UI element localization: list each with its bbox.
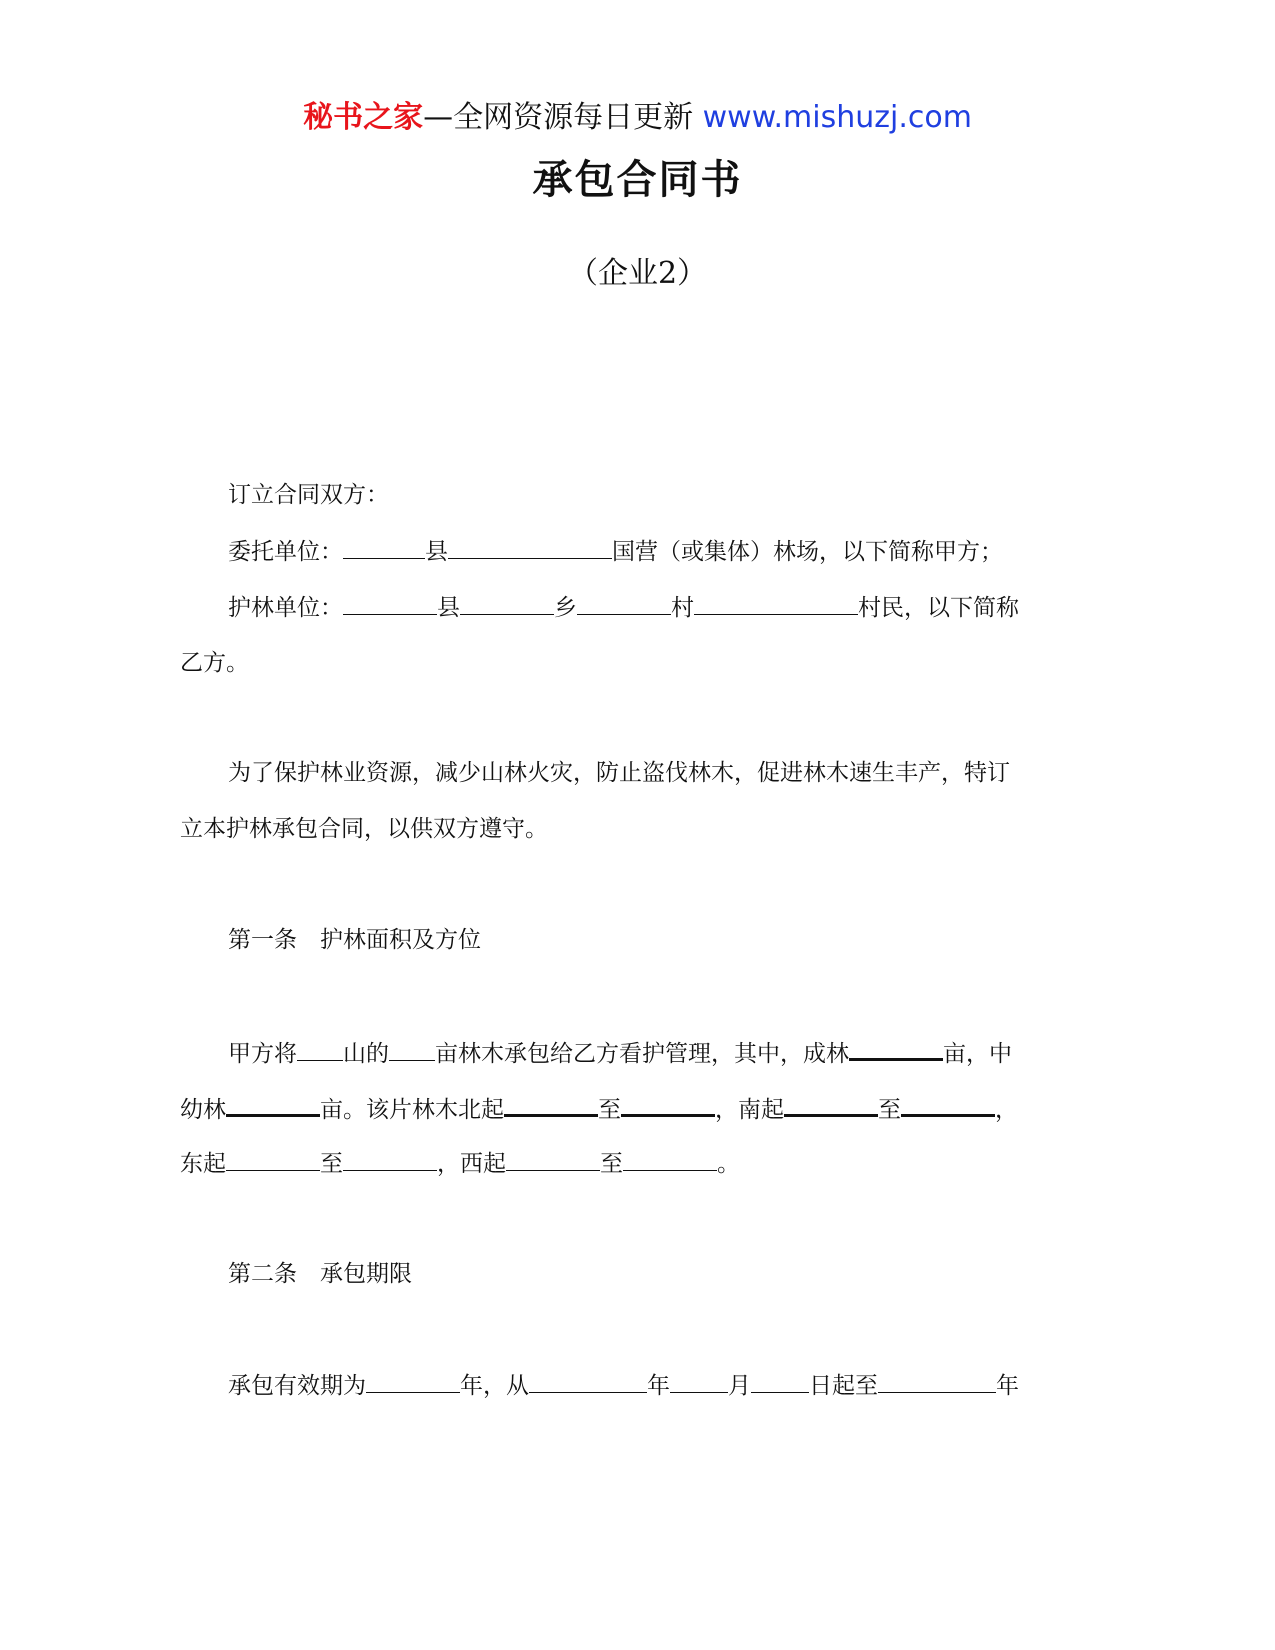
- brand-name: 秘书之家: [303, 100, 424, 135]
- blank-field[interactable]: [621, 1092, 715, 1117]
- site-url-link[interactable]: www.mishuzj.com: [702, 100, 972, 135]
- article-1-line-2: [180, 1092, 1018, 1125]
- blank-field[interactable]: [504, 1092, 598, 1117]
- article-1-text: 亩。该片林木北起: [320, 1097, 504, 1123]
- blank-field[interactable]: [670, 1370, 728, 1393]
- site-header: [0, 98, 1275, 138]
- header-tagline: —全网资源每日更新: [423, 100, 694, 135]
- party-a-line: [228, 536, 1003, 567]
- article-1-heading: 第一条 护林面积及方位: [228, 927, 481, 953]
- blank-field[interactable]: [343, 1148, 437, 1171]
- blank-field[interactable]: [389, 1038, 435, 1061]
- article-2-line-1: [228, 1370, 1019, 1401]
- blank-field[interactable]: [849, 1036, 943, 1061]
- document-subtitle: （企业2）: [567, 256, 708, 291]
- purpose-line-1: 为了保护林业资源，减少山林火灾，防止盗伐林木，促进林木速生丰产，特订: [228, 760, 1010, 786]
- party-b-text: 乡: [554, 595, 577, 621]
- blank-field[interactable]: [694, 592, 858, 615]
- article-1-text: 亩，中: [943, 1041, 1012, 1067]
- article-1-text: 东起: [180, 1151, 226, 1177]
- article-2-heading: 第二条 承包期限: [228, 1261, 412, 1287]
- article-1-text: 甲方将: [228, 1041, 297, 1067]
- article-2-text: 日起至: [809, 1373, 878, 1399]
- blank-field[interactable]: [343, 592, 437, 615]
- article-1-text: 至: [320, 1151, 343, 1177]
- article-1-text: 至: [598, 1097, 621, 1123]
- party-b-text: 村: [671, 595, 694, 621]
- party-a-label: 委托单位：: [228, 539, 343, 565]
- article-1-text: 亩林木承包给乙方看护管理，其中，成林: [435, 1041, 849, 1067]
- article-2-text: 承包有效期为: [228, 1373, 366, 1399]
- article-1-text: 至: [600, 1151, 623, 1177]
- blank-field[interactable]: [460, 592, 554, 615]
- article-1-text: ，西起: [437, 1151, 506, 1177]
- party-b-continuation: 乙方。: [180, 650, 249, 676]
- party-a-text: 国营（或集体）林场，以下简称甲方；: [612, 539, 1003, 565]
- article-2-text: 年，从: [460, 1373, 529, 1399]
- blank-field[interactable]: [226, 1092, 320, 1117]
- article-1-text: 山的: [343, 1041, 389, 1067]
- article-2-text: 月: [728, 1373, 751, 1399]
- blank-field[interactable]: [529, 1370, 647, 1393]
- blank-field[interactable]: [366, 1370, 460, 1393]
- blank-field[interactable]: [506, 1148, 600, 1171]
- article-2-text: 年: [996, 1373, 1019, 1399]
- blank-field[interactable]: [784, 1092, 878, 1117]
- party-a-text: 县: [425, 539, 448, 565]
- party-b-line: [228, 592, 1019, 623]
- purpose-line-2: 立本护林承包合同，以供双方遵守。: [180, 816, 548, 842]
- document-title: 承包合同书: [532, 157, 743, 203]
- intro-line: 订立合同双方：: [228, 482, 389, 508]
- article-1-text: 。: [717, 1151, 740, 1177]
- blank-field[interactable]: [448, 536, 612, 559]
- article-1-text: ，: [995, 1097, 1018, 1123]
- article-1-line-3: [180, 1148, 740, 1179]
- blank-field[interactable]: [343, 536, 425, 559]
- blank-field[interactable]: [226, 1148, 320, 1171]
- party-b-text: 村民，以下简称: [858, 595, 1019, 621]
- article-2-text: 年: [647, 1373, 670, 1399]
- blank-field[interactable]: [623, 1148, 717, 1171]
- party-b-text: 县: [437, 595, 460, 621]
- article-1-text: 至: [878, 1097, 901, 1123]
- article-1-line-1: [228, 1036, 1012, 1069]
- blank-field[interactable]: [878, 1370, 996, 1393]
- blank-field[interactable]: [577, 592, 671, 615]
- article-1-text: ，南起: [715, 1097, 784, 1123]
- blank-field[interactable]: [751, 1370, 809, 1393]
- blank-field[interactable]: [297, 1038, 343, 1061]
- party-b-label: 护林单位：: [228, 595, 343, 621]
- article-1-text: 幼林: [180, 1097, 226, 1123]
- blank-field[interactable]: [901, 1092, 995, 1117]
